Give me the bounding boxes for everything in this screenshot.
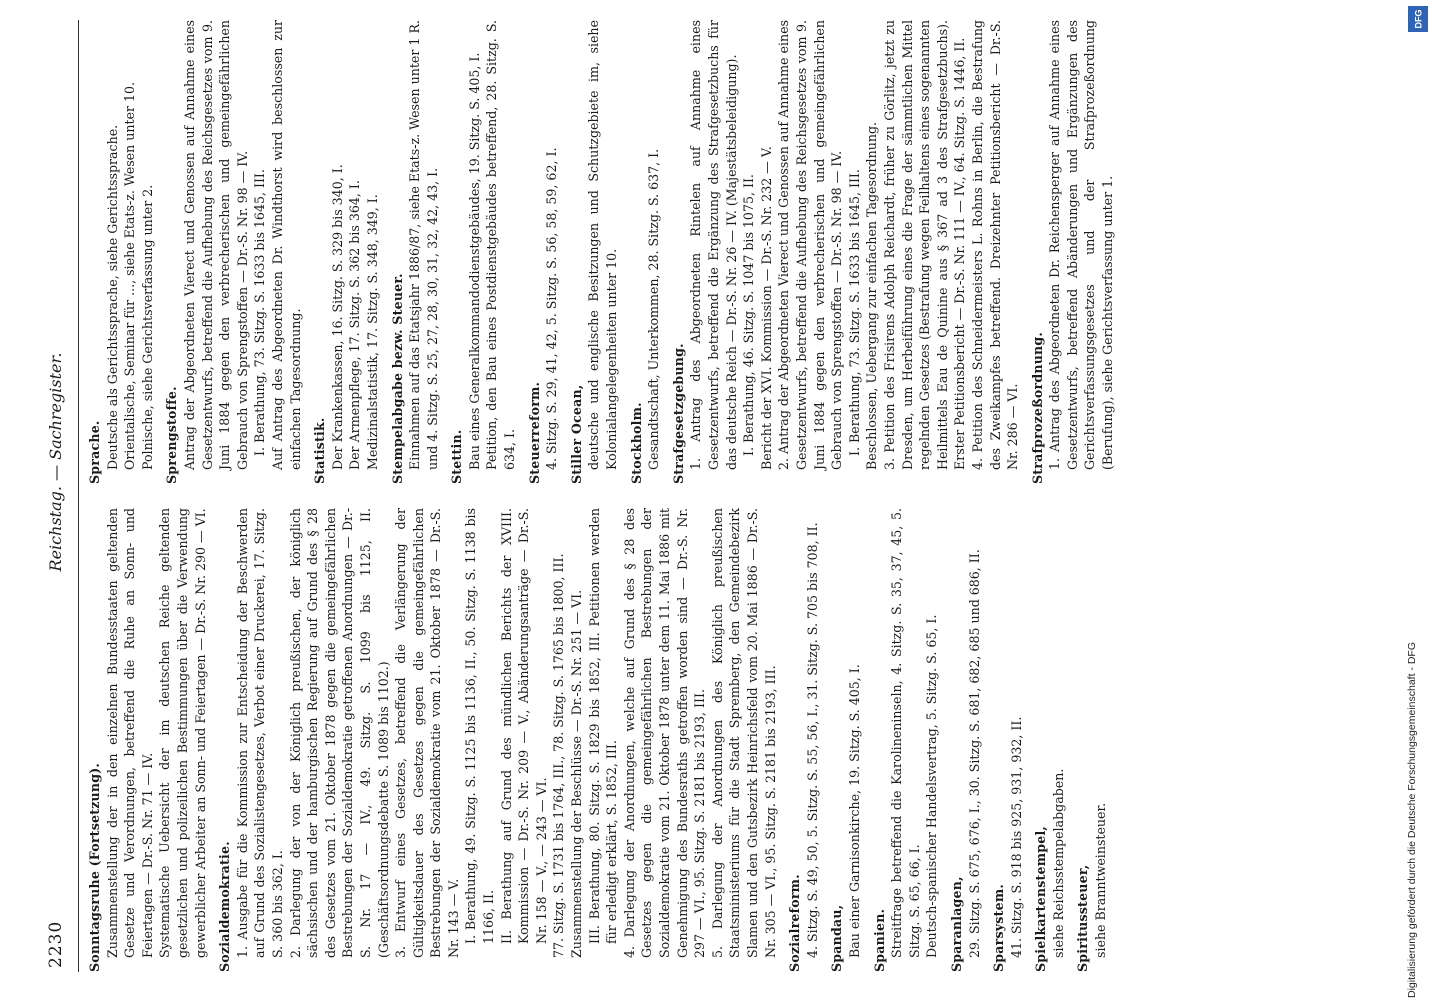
index-entry [163,20,304,484]
index-entry [311,20,381,484]
index-entry-line: Auf Antrag des Abgeordneten Dr. Windthorst wird beschlossen zur einfachen Tagesordnung. [269,20,303,470]
index-entry-heading: Spandau, [829,904,845,972]
index-entry [389,20,442,484]
index-entry-line: Medizinalstatistik, 17. Sitzg. S. 348, 349, I. [364,194,380,470]
index-entry-heading: Stettin. [449,429,465,484]
index-entry-first-line [871,508,889,972]
index-entry-line: Polnische, siehe Gerichtsverfassung unter 2. [139,184,155,470]
index-entry [628,20,663,484]
index-entry-first-line [948,508,966,972]
index-entry-line: 29. Sitzg. S. 675, 676, I., 30. Sitzg. S. 681, 682, 685 und 686, II. [966,549,982,958]
index-entry-heading: Stiller Ocean, [568,384,584,484]
index-entry-heading: Stempelabgabe bezw. Steuer. [389,273,405,484]
index-entry-first-line [1074,508,1092,972]
index-entry-line: I. Berathung, 73. Sitzg. S. 1633 bis 1645, III. [846,169,862,456]
index-entry-line: Systematische Uebersicht der im deutschen Reiche geltenden gesetzlichen und polizeilichen Bestimmungen über die Verwendung gewerblicher Arbeiter an Sonn- und Feiertagen — Dr.-S. Nr. 290 — VI. [157,508,208,958]
index-entry [1032,508,1067,972]
index-entry-first-line [86,20,104,484]
index-entry-line: Der Krankenkassen, 16. Sitzg. S. 329 bis 340, I. [329,164,345,470]
dfg-logo [1408,6,1428,32]
index-entry-first-line [828,508,846,972]
index-entry-line: 4. Darlegung der Anordnungen, welche auf Grund des § 28 des Gesetzes gegen die gemeingefährlichen Bestrebungen der Sozialdemokratie vom 21. Oktober 1878 unter dem 11. Mai 1886 mit Genehmigung des Bundesraths getroffen worden sind — Dr.-S. Nr. 297 — VI., 95. Sitzg. S. 2181 bis 2193, III. [621,508,708,958]
index-entry [568,20,621,484]
index-entry-heading: Sonntagsruhe (Fortsetzung). [87,762,102,972]
index-entry-heading: Statistik. [312,417,328,484]
index-entry [1074,508,1109,972]
index-entry-first-line [568,20,586,484]
index-entry-line: I. Berathung, 49. Sitzg. S. 1125 bis 1136, II., 50. Sitzg. S. 1138 bis 1166, II. [463,508,497,944]
index-entry-line: Der Armenpflege, 17. Sitzg. S. 362 bis 364, I. [347,180,363,470]
index-entry-line: Antrag der Abgeordneten Vierect und Genossen auf Annahme eines Gesetzentwurfs, betreffend die Aufhebung des Reichsgesetzes vom 9. Juni 1884 gegen den verbrecherischen und gemeingefährlichen Gebrauch von Sprengstoffen — Dr.-S. Nr. 98 — IV. [181,20,250,470]
index-entry-heading: Spielkartenstempel, [1033,825,1049,972]
index-entry-first-line [163,20,181,484]
index-entry [670,20,1022,484]
index-entry-line: 2. Darlegung der von der Königlich preußischen, der königlich sächsischen und der hamburgischen Regierung auf Grund des § 28 des Gesetzes vom 21. Oktober 1878 gegen die gemeingefährlichen Bestrebungen der Sozialdemokratie getroffenen Anordnungen — Dr.-S. Nr. 17 — IV., 49. Sitzg. S. 1099 bis 1125, II. (Geschäftsordnungsdebatte S. 1089 bis 1102.) [287,508,391,958]
index-entry-first-line [216,508,234,972]
index-entry-line: Zusammenstellung der in den einzelnen Bundesstaaten geltenden Gesetze und Verordnungen, betreffend die Ruhe an Sonn- und Feiertagen — Dr.-S. Nr. 71 — IV. [104,508,155,958]
index-entry-first-line [86,508,104,972]
index-entry-line: Deutsche als Gerichtssprache, siehe Gerichtssprache. [104,124,120,470]
index-entry [86,20,156,484]
index-entry-first-line [1029,20,1047,484]
index-entry [86,508,209,972]
index-entry-first-line [670,20,688,484]
index-entry [786,508,821,972]
dfg-logo-text: DFG [1413,9,1423,29]
index-entry-line: 2. Antrag der Abgeordneten Vierect und Genossen auf Annahme eines Gesetzentwurfs, betreffend die Aufhebung des Reichsgesetzes vom 9. Juni 1884 gegen den verbrecherischen und gemeingefährlichen Gebrauch von Sprengstoffen — Dr.-S. Nr. 98 — IV. [776,20,845,470]
index-entry-line: Bau eines Generalkommandodienstgebäudes, 19. Sitzg. S. 405, I. [466,52,482,470]
index-entry-line: siehe Branntweinsteuer. [1093,802,1109,958]
index-column-right [86,20,1380,484]
index-entry [871,508,941,972]
index-entry-line: II. Berathung auf Grund des mündlichen Berichts der XVIII. Kommission — Dr.-S. Nr. 209 — V., Abänderungsanträge — Dr.-S. Nr. 158 — V., — 243 — VI. [498,508,549,944]
index-entry-line: Bau einer Garnisonkirche, 19. Sitzg. S. 405, I. [846,664,862,958]
index-entry-line: 4. Sitzg. S. 49, 50, 5. Sitzg. S. 55, 56, I., 31. Sitzg. S. 705 bis 708, II. [804,522,820,958]
index-entry [828,508,863,972]
index-entry [990,508,1025,972]
index-entry-first-line [389,20,407,484]
index-entry-line: Streitfrage betreffend die Karolineninseln, 4. Sitzg. S. 35, 37, 45, 5. Sitzg. S. 65, 66, I. [889,508,922,958]
index-columns [86,20,1380,972]
index-entry-line: III. Berathung, 80. Sitzg. S. 1829 bis 1852, III. Petitionen werden für erledigt erklärt, S. 1852, III. [586,508,620,944]
index-entry [1029,20,1117,484]
index-entry-line: Orientalische, Seminar für ..., siehe Etats-z. Wesen unter 10. [122,81,138,470]
index-entry-heading: Steuerreform. [526,381,542,484]
page-content [6,20,1380,972]
index-entry-heading: Stockholm. [628,402,644,484]
page-header [46,20,76,972]
index-entry-first-line [448,20,466,484]
index-entry-first-line [990,508,1008,972]
digitization-note [1406,8,1430,998]
index-entry-line: 1. Ausgabe für die Kommission zur Entscheidung der Beschwerden auf Grund des Sozialistengesetzes, Verbot einer Druckerei, 17. Sitzg. S. 360 bis 362, I. [234,508,285,958]
index-entry-line: Petition, den Bau eines Postdienstgebäudes betreffend, 28. Sitzg. S. 634, I. [484,20,518,470]
index-entry-first-line [786,508,804,972]
running-title: Reichstag. — Sachregister. [46,352,65,572]
index-entry-first-line [311,20,329,484]
index-entry-heading: Sprengstoffe. [164,386,180,484]
index-entry-first-line [1032,508,1050,972]
index-entry-heading: Sozialreform. [787,874,803,972]
index-entry-line: 4. Petition des Schneidermeisters L. Rohns in Berlin, die Bestrafung des Zweikampfes betreffend. Dreizehnter Petitionsbericht — Dr.-S. Nr. 286 — VI. [969,20,1021,470]
index-entry-first-line [526,20,544,484]
index-entry-first-line [628,20,646,484]
index-entry [448,20,518,484]
index-entry-heading: Sprache. [87,420,102,484]
index-entry-heading: Strafgesetzgebung. [670,343,686,484]
index-entry-line: Deutsch-spanischer Handelsvertrag, 5. Sitzg. S. 65, I. [924,614,940,958]
index-entry-heading: Spanien. [871,908,887,972]
index-entry [216,508,779,972]
index-entry-heading: Strafprozeßordnung. [1029,332,1045,484]
index-entry-line: siehe Reichsstempelabgaben. [1050,768,1066,958]
index-entry-line: Einnahmen auf das Etatsjahr 1886/87, siehe Etats-z. Wesen unter 1 R. und 4. Sitzg. S. 25, 27, 28, 30, 31, 32, 42, 43, I. [407,20,440,470]
index-entry-line: I. Berathung, 46. Sitzg. S. 1047 bis 1075, II. [741,174,757,456]
index-entry-line: I. Berathung, 73. Sitzg. S. 1633 bis 1645, III. [252,169,268,456]
index-entry-line: 77. Sitzg. S. 1731 bis 1764, III., 78. Sitzg. S. 1765 bis 1800, III. [551,553,567,958]
index-entry-line: Gesandtschaft, Unterkommen, 28. Sitzg. S. 637, I. [646,148,662,470]
index-entry-heading: Spiritussteuer, [1075,864,1091,972]
index-entry-line: 1. Antrag des Abgeordneten Dr. Reichensperger auf Annahme eines Gesetzentwurfs, betreffend Abänderungen und Ergänzungen des Gerichtsverfassungsgesetzes und der Strafprozeßordnung (Berufung), siehe Gerichtsverfassung unter 1. [1047,20,1116,470]
index-entry-line: Bericht der XVI. Kommission — Dr.-S. Nr. 232 — V. [758,146,774,470]
index-entry-line: 3. Entwurf eines Gesetzes, betreffend die Verlängerung der Gültigkeitsdauer des Gesetzes gegen die gemeingefährlichen Bestrebungen der Sozialdemokratie vom 21. Oktober 1878 — Dr.-S. Nr. 143 — V. [393,508,461,958]
index-entry-line: deutsche und englische Besitzungen und Schutzgebiete im, siehe Kolonialangelegenheiten unter 10. [586,20,620,470]
index-entry-line: 4. Sitzg. S. 29, 41, 42, 5. Sitzg. S. 56, 58, 59, 62, I. [544,147,560,470]
page-number: 2230 [46,920,66,968]
index-entry-line: 41. Sitzg. S. 918 bis 925, 931, 932, II. [1008,716,1024,958]
index-entry-line: Zusammenstellung der Beschlüsse — Dr.-S. Nr. 251 — VI. [569,589,585,958]
index-entry-line: 1. Antrag des Abgeordneten Rintelen auf Annahme eines Gesetzentwurfs, betreffend die Ergänzung des Strafgesetzbuchs für das deutsche Reich — Dr.-S. Nr. 26 — IV. (Majestätsbeleidigung). [688,20,739,470]
digitization-note-text: Digitalisierung gefördert durch die Deutsche Forschungsgemeinschaft - DFG [1406,641,1418,998]
index-entry [526,20,561,484]
index-entry-line: 5. Darlegung der Anordnungen des Königlich preußischen Staatsministeriums für die Stadt Spremberg, den Gemeindebezirk Slamen und den Gutsbezirk Heinrichsfeld vom 20. Mai 1886 — Dr.-S. Nr. 305 — VI., 95. Sitzg. S. 2181 bis 2193, III. [709,508,778,958]
index-entry-heading: Sozialdemokratie. [217,841,233,972]
index-entry-heading: Sparanlagen, [948,876,964,972]
index-entry-line: Beschlossen, Uebergang zur einfachen Tagesordnung. [864,121,880,470]
header-rule [78,20,79,972]
index-column-left [86,508,1380,972]
index-entry [948,508,983,972]
index-entry-line: 3. Petition des Frisirens Adolph Reichardt, früher zu Görlitz, jetzt zu Dresden, um Herbeiführung eines die Frage der sämmtlichen Mittel regelnden Gesetzes (Bestrafung wegen Feilhaltens eines sogenannten Heilmittels Eau de Quinine aus § 367 ad 3 des Strafgesetzbuchs). Erster Petitionsbericht — Dr.-S. Nr. 111 — IV., 64. Sitzg. S. 1446, II. [881,20,968,470]
index-entry-heading: Sparsystem. [991,884,1007,972]
